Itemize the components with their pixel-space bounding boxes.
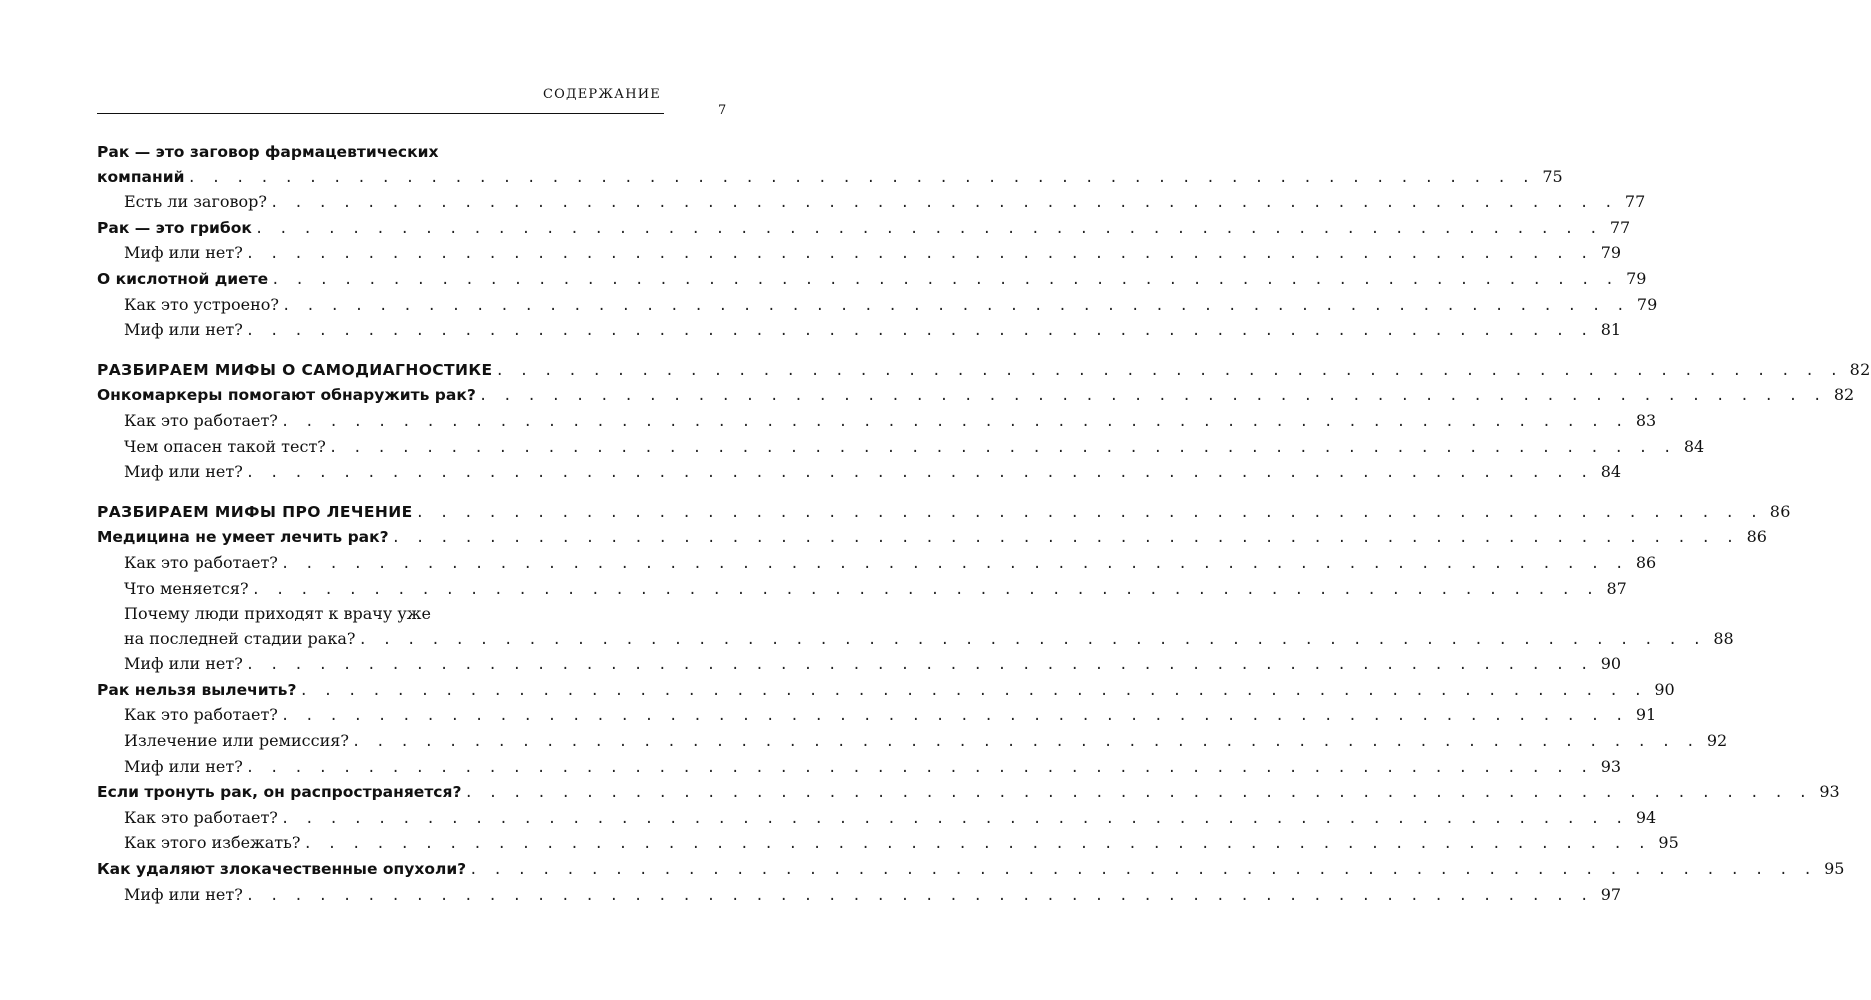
toc-subsection-entry[interactable] <box>97 602 1734 652</box>
toc-entry-title: компаний <box>97 167 185 186</box>
dot-leader: . . . . . . . . . . . . . . . . . . . . . . . . . . . . . . . . . . . . . . . . . . . . . . . . . . . . . . . . <box>280 413 1628 430</box>
dot-leader: . . . . . . . . . . . . . . . . . . . . . . . . . . . . . . . . . . . . . . . . . . . . . . . . . . . . . . . . <box>187 169 1534 186</box>
dot-leader: . . . . . . . . . . . . . . . . . . . . . . . . . . . . . . . . . . . . . . . . . . . . . . . . . . . . . . . . <box>245 759 1593 776</box>
toc-page-number: 79 <box>1636 294 1658 314</box>
toc-entry-title: Излечение или ремиссия? <box>124 731 349 751</box>
toc-page-number: 94 <box>1635 807 1657 827</box>
toc-subsection-entry[interactable] <box>97 755 1622 781</box>
dot-leader: . . . . . . . . . . . . . . . . . . . . . . . . . . . . . . . . . . . . . . . . . . . . . . . . . . . . . . . . <box>245 323 1593 340</box>
toc-page-number: 86 <box>1635 552 1657 572</box>
toc-section-entry[interactable] <box>97 780 1840 806</box>
toc-entry-title: Онкомаркеры помогают обнаружить рак? <box>97 386 476 405</box>
toc-page-number: 77 <box>1624 192 1646 212</box>
dot-leader: . . . . . . . . . . . . . . . . . . . . . . . . . . . . . . . . . . . . . . . . . . . . . . . . . . . . . . . . <box>280 555 1628 572</box>
dot-leader: . . . . . . . . . . . . . . . . . . . . . . . . . . . . . . . . . . . . . . . . . . . . . . . . . . . . . . . . <box>245 246 1593 263</box>
toc-part-heading[interactable] <box>97 500 1791 526</box>
toc-subsection-entry[interactable] <box>97 806 1657 832</box>
toc-page-number: 84 <box>1600 462 1622 482</box>
toc-section-entry[interactable] <box>97 678 1675 704</box>
dot-leader: . . . . . . . . . . . . . . . . . . . . . . . . . . . . . . . . . . . . . . . . . . . . . . . . . . . . . . . . <box>245 887 1593 904</box>
toc-subsection-entry[interactable] <box>97 551 1657 577</box>
toc-entry-title: Как это работает? <box>124 705 278 725</box>
toc-entry-title: РАЗБИРАЕМ МИФЫ ПРО ЛЕЧЕНИЕ <box>97 502 413 521</box>
toc-page-number: 97 <box>1600 884 1622 904</box>
toc-page-number: 91 <box>1635 705 1657 725</box>
toc-subsection-entry[interactable] <box>97 703 1657 729</box>
page-number: 7 <box>718 103 727 118</box>
toc-section-entry[interactable] <box>97 525 1767 551</box>
toc-entry-title: Как это работает? <box>124 410 278 430</box>
toc-section-entry[interactable] <box>97 140 1563 190</box>
toc-page-number: 92 <box>1706 731 1728 751</box>
toc-section-entry[interactable] <box>97 383 1855 409</box>
toc-section-entry[interactable] <box>97 857 1845 883</box>
table-of-contents <box>97 140 1871 908</box>
toc-page-number: 79 <box>1600 243 1622 263</box>
toc-entry-title: Как это работает? <box>124 807 278 827</box>
toc-entry-title: Чем опасен такой тест? <box>124 436 326 456</box>
header-rule <box>97 113 664 114</box>
dot-leader: . . . . . . . . . . . . . . . . . . . . . . . . . . . . . . . . . . . . . . . . . . . . . . . . . . . . . . . . <box>495 362 1842 379</box>
toc-entry-title: Рак — это заговор фармацевтических <box>97 143 439 161</box>
toc-page-number: 86 <box>1769 501 1791 521</box>
toc-page-number: 93 <box>1600 756 1622 776</box>
toc-page-number: 82 <box>1833 385 1855 405</box>
dot-leader: . . . . . . . . . . . . . . . . . . . . . . . . . . . . . . . . . . . . . . . . . . . . . . . . . . . . . . . . <box>254 220 1602 237</box>
dot-leader: . . . . . . . . . . . . . . . . . . . . . . . . . . . . . . . . . . . . . . . . . . . . . . . . . . . . . . . . <box>328 439 1676 456</box>
dot-leader: . . . . . . . . . . . . . . . . . . . . . . . . . . . . . . . . . . . . . . . . . . . . . . . . . . . . . . . . <box>281 297 1629 314</box>
toc-entry-title: Рак нельзя вылечить? <box>97 680 297 699</box>
dot-leader: . . . . . . . . . . . . . . . . . . . . . . . . . . . . . . . . . . . . . . . . . . . . . . . . . . . . . . . . <box>271 271 1618 288</box>
toc-entry-title: Миф или нет? <box>124 654 243 674</box>
toc-page-number: 87 <box>1606 578 1627 598</box>
running-head-title: СОДЕРЖАНИЕ <box>542 87 661 102</box>
toc-subsection-entry[interactable] <box>97 318 1622 344</box>
toc-entry-title: Если тронуть рак, он распространяется? <box>97 783 462 802</box>
toc-page-number: 93 <box>1819 782 1840 802</box>
toc-entry-title: на последней стадии рака? <box>124 628 356 648</box>
toc-subsection-entry[interactable] <box>97 831 1679 857</box>
toc-part-heading[interactable] <box>97 358 1871 384</box>
toc-subsection-entry[interactable] <box>97 190 1646 216</box>
toc-page-number: 90 <box>1654 679 1675 699</box>
dot-leader: . . . . . . . . . . . . . . . . . . . . . . . . . . . . . . . . . . . . . . . . . . . . . . . . . . . . . . . . <box>280 708 1628 725</box>
toc-entry-title: Есть ли заговор? <box>124 192 267 212</box>
toc-page-number: 81 <box>1600 320 1622 340</box>
toc-section-entry[interactable] <box>97 216 1631 242</box>
toc-entry-title: Миф или нет? <box>124 462 243 482</box>
toc-entry-title: РАЗБИРАЕМ МИФЫ О САМОДИАГНОСТИКЕ <box>97 360 493 379</box>
toc-entry-title: Как удаляют злокачественные опухоли? <box>97 860 467 879</box>
toc-page-number: 95 <box>1658 833 1679 853</box>
toc-page-number: 95 <box>1824 859 1845 879</box>
toc-page-number: 77 <box>1609 217 1631 237</box>
dot-leader: . . . . . . . . . . . . . . . . . . . . . . . . . . . . . . . . . . . . . . . . . . . . . . . . . . . . . . . . <box>478 388 1826 405</box>
toc-entry-title: Как этого избежать? <box>124 833 301 853</box>
toc-page-number: 83 <box>1635 410 1657 430</box>
dot-leader: . . . . . . . . . . . . . . . . . . . . . . . . . . . . . . . . . . . . . . . . . . . . . . . . . . . . . . . . <box>391 530 1738 547</box>
toc-entry-title: Почему люди приходят к врачу уже <box>124 604 431 624</box>
dot-leader: . . . . . . . . . . . . . . . . . . . . . . . . . . . . . . . . . . . . . . . . . . . . . . . . . . . . . . . . <box>245 657 1593 674</box>
toc-entry-title: Как это работает? <box>124 552 278 572</box>
toc-page-number: 84 <box>1683 436 1705 456</box>
dot-leader: . . . . . . . . . . . . . . . . . . . . . . . . . . . . . . . . . . . . . . . . . . . . . . . . . . . . . . . . <box>299 682 1646 699</box>
dot-leader: . . . . . . . . . . . . . . . . . . . . . . . . . . . . . . . . . . . . . . . . . . . . . . . . . . . . . . . . <box>464 785 1811 802</box>
toc-entry-title: Миф или нет? <box>124 756 243 776</box>
dot-leader: . . . . . . . . . . . . . . . . . . . . . . . . . . . . . . . . . . . . . . . . . . . . . . . . . . . . . . . . <box>415 504 1762 521</box>
toc-page-number: 90 <box>1600 654 1622 674</box>
toc-entry-title: Миф или нет? <box>124 884 243 904</box>
toc-subsection-entry[interactable] <box>97 409 1657 435</box>
toc-entry-title: Что меняется? <box>124 578 249 598</box>
toc-entry-title: Медицина не умеет лечить рак? <box>97 528 389 547</box>
toc-subsection-entry[interactable] <box>97 729 1728 755</box>
dot-leader: . . . . . . . . . . . . . . . . . . . . . . . . . . . . . . . . . . . . . . . . . . . . . . . . . . . . . . . . <box>358 631 1705 648</box>
toc-subsection-entry[interactable] <box>97 241 1622 267</box>
dot-leader: . . . . . . . . . . . . . . . . . . . . . . . . . . . . . . . . . . . . . . . . . . . . . . . . . . . . . . . . <box>303 836 1650 853</box>
toc-section-entry[interactable] <box>97 267 1647 293</box>
toc-subsection-entry[interactable] <box>97 435 1705 461</box>
toc-subsection-entry[interactable] <box>97 652 1622 678</box>
toc-page-number: 82 <box>1849 359 1871 379</box>
toc-entry-title: Миф или нет? <box>124 320 243 340</box>
toc-subsection-entry[interactable] <box>97 293 1658 319</box>
dot-leader: . . . . . . . . . . . . . . . . . . . . . . . . . . . . . . . . . . . . . . . . . . . . . . . . . . . . . . . . <box>251 581 1598 598</box>
dot-leader: . . . . . . . . . . . . . . . . . . . . . . . . . . . . . . . . . . . . . . . . . . . . . . . . . . . . . . . . <box>245 465 1593 482</box>
dot-leader: . . . . . . . . . . . . . . . . . . . . . . . . . . . . . . . . . . . . . . . . . . . . . . . . . . . . . . . . <box>280 810 1628 827</box>
toc-subsection-entry[interactable] <box>97 577 1627 603</box>
toc-page-number: 86 <box>1746 527 1767 547</box>
dot-leader: . . . . . . . . . . . . . . . . . . . . . . . . . . . . . . . . . . . . . . . . . . . . . . . . . . . . . . . . <box>269 195 1617 212</box>
toc-page-number: 75 <box>1542 166 1563 186</box>
toc-subsection-entry[interactable] <box>97 460 1622 486</box>
toc-subsection-entry[interactable] <box>97 883 1622 909</box>
toc-page-number: 79 <box>1626 268 1647 288</box>
dot-leader: . . . . . . . . . . . . . . . . . . . . . . . . . . . . . . . . . . . . . . . . . . . . . . . . . . . . . . . . <box>351 734 1699 751</box>
toc-page-number: 88 <box>1713 628 1734 648</box>
toc-entry-title: О кислотной диете <box>97 269 269 288</box>
toc-entry-title: Как это устроено? <box>124 294 279 314</box>
toc-entry-title: Миф или нет? <box>124 243 243 263</box>
toc-entry-title: Рак — это грибок <box>97 218 252 237</box>
dot-leader: . . . . . . . . . . . . . . . . . . . . . . . . . . . . . . . . . . . . . . . . . . . . . . . . . . . . . . . . <box>469 862 1816 879</box>
